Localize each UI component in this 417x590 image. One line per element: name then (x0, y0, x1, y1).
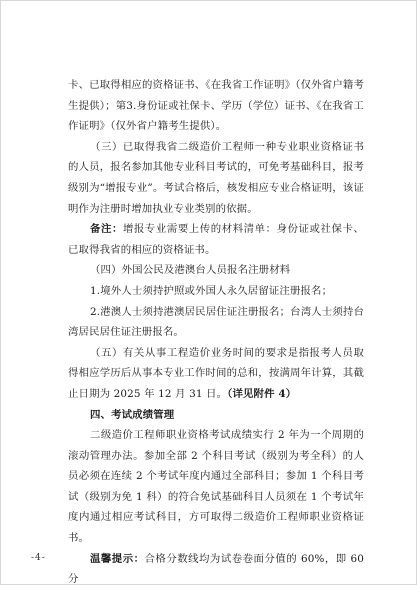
tip-label: 温馨提示： (90, 552, 145, 565)
remark-label: 备注： (90, 223, 123, 236)
paragraph-work-experience (68, 343, 364, 405)
paragraph-foreign-heading: （四）外国公民及港澳台人员报名注册材料 (90, 264, 291, 277)
document-body (68, 75, 364, 590)
page-number: -4- (31, 553, 46, 563)
remark-text: 增报专业需要上传的材料清单：身份证或社保卡、已取得我省的相应的资格证书。 (68, 223, 364, 256)
paragraph-materials-continued: 卡、已取得相应的资格证书、《在我省工作证明》（仅外省户籍考生提供）；第3.身份证或社保卡、学历（学位）证书、《在我省工作证明》（仅外省户籍考生提供）。 (68, 79, 364, 133)
paragraph-hk-macao-taiwan: 2.港澳人士须持港澳居民居住证注册报名；台湾人士须持台湾居民居住证注册报名。 (68, 305, 364, 339)
attachment-reference: （详见附件 4） (227, 387, 297, 400)
section-heading-score-management: 四、考试成绩管理 (90, 408, 175, 421)
work-experience-text: （五）有关从事工程造价业务时间的要求是指报考人员取得相应学历后从事本专业工作时间的总和，按满周年计算，其截止日期为 2025 年 12 月 31 日。 (68, 346, 364, 400)
paragraph-remark (68, 219, 364, 260)
tip-text: 合格分数线均为试卷卷面分值的 60%，即 60 分 (68, 552, 365, 586)
paragraph-score-rules: 二级造价工程师职业资格考试成绩实行 2 年为一个周期的滚动管理办法。参加全部 2 个科目考试（级别为考全科）的人员必须在连续 2 个考试年度内通过全部科目；参加 1 个科目考试（级别为免 1 科）的符合免试基础科目人员须在 1 个考试年度内通过相应考试科目，方可取得二级造价工程师职业资格证书。 (68, 429, 364, 545)
paragraph-additional-specialty: （三）已取得我省二级造价工程师一种专业职业资格证书的人员，报名参加其他专业科目考试的，可免考基础科目，报考级别为“增报专业”。考试合格后，核发相应专业合格证明，该证明作为注册时增加执业专业类别的依据。 (68, 140, 364, 215)
paragraph-foreign-passport: 1.境外人士须持护照或外国人永久居留证注册报名； (90, 284, 333, 297)
paragraph-tip (68, 549, 364, 590)
